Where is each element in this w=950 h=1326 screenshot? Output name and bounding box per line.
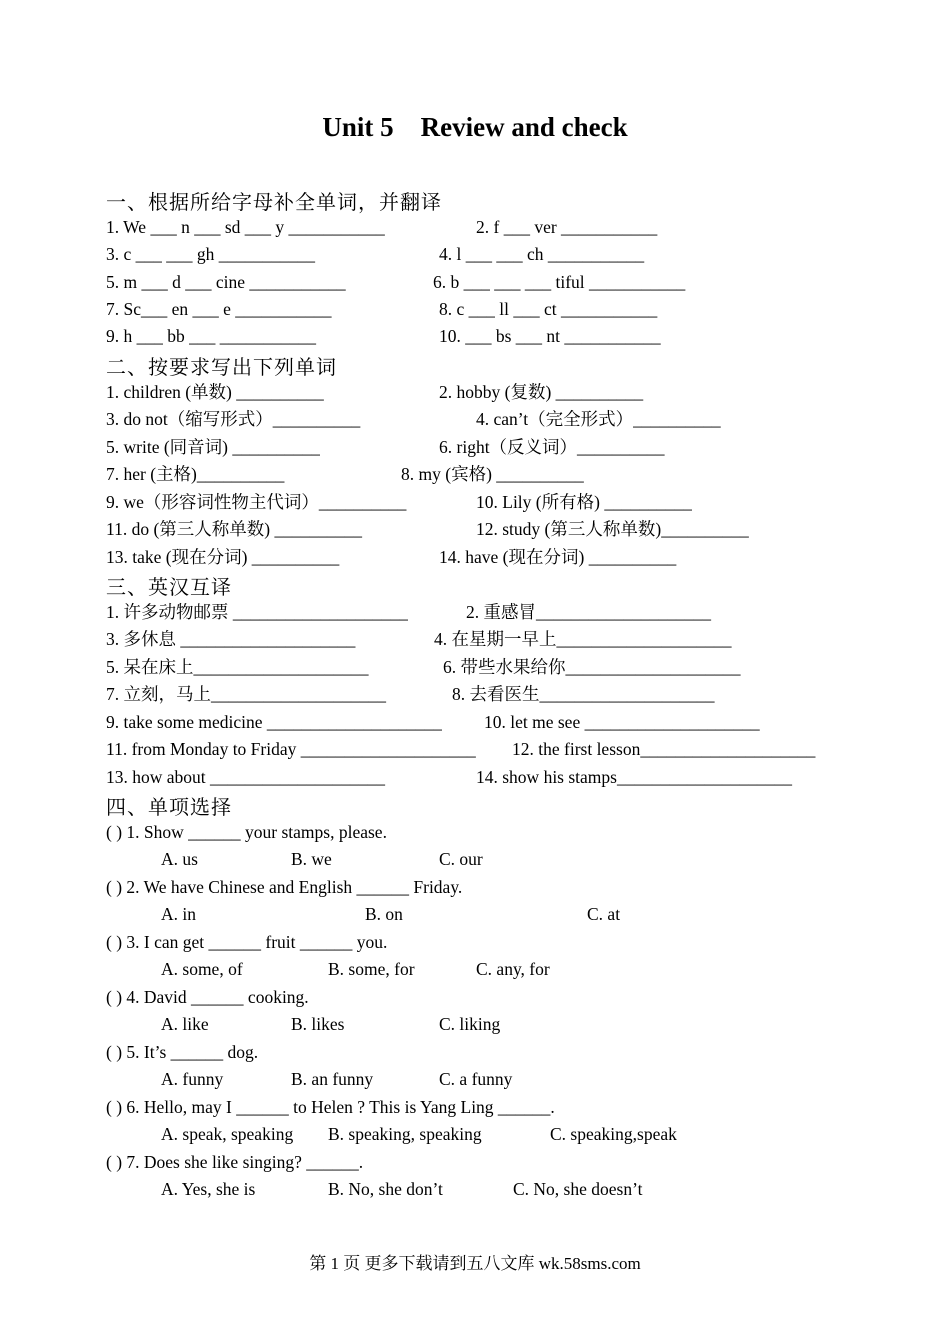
option-b: B. likes: [291, 1014, 345, 1034]
section-2-item: 2. hobby (复数) __________: [439, 382, 644, 402]
section-2-item: 9. we（形容词性物主代词）__________: [106, 492, 407, 512]
section-3-item: 9. take some medicine ____________________: [106, 712, 442, 732]
option-c: C. liking: [439, 1014, 501, 1034]
section-3-item: 4. 在星期一早上____________________: [434, 629, 732, 649]
option-a: A. some, of: [161, 959, 243, 979]
question-text: ( ) 7. Does she like singing? ______.: [106, 1152, 364, 1172]
section-3-item: 14. show his stamps____________________: [476, 767, 792, 787]
section-3-item: 5. 呆在床上____________________: [106, 657, 369, 677]
question-text: ( ) 4. David ______ cooking.: [106, 987, 309, 1007]
section-1-item: 4. l ___ ___ ch ___________: [439, 244, 645, 264]
option-a: A. funny: [161, 1069, 224, 1089]
question-text: ( ) 1. Show ______ your stamps, please.: [106, 822, 387, 842]
section-3-item: 8. 去看医生____________________: [452, 684, 715, 704]
section-1-item: 9. h ___ bb ___ ___________: [106, 326, 316, 346]
option-a: A. like: [161, 1014, 209, 1034]
option-a: A. in: [161, 904, 196, 924]
section-3-item: 10. let me see ____________________: [484, 712, 760, 732]
section-3-heading: 三、英汉互译: [106, 575, 232, 599]
option-c: C. any, for: [476, 959, 550, 979]
section-1-item: 8. c ___ ll ___ ct ___________: [439, 299, 658, 319]
question-text: ( ) 3. I can get ______ fruit ______ you.: [106, 932, 388, 952]
section-3-item: 3. 多休息 ____________________: [106, 629, 356, 649]
section-3-item: 11. from Monday to Friday ____________________: [106, 739, 476, 759]
section-1-item: 7. Sc___ en ___ e ___________: [106, 299, 332, 319]
section-2-heading: 二、按要求写出下列单词: [106, 355, 337, 379]
option-c: C. speaking,speak: [550, 1124, 677, 1144]
option-a: A. us: [161, 849, 198, 869]
section-3-item: 6. 带些水果给你____________________: [443, 657, 741, 677]
section-2-item: 11. do (第三人称单数) __________: [106, 519, 363, 539]
section-1-item: 1. We ___ n ___ sd ___ y ___________: [106, 217, 385, 237]
section-4-heading: 四、单项选择: [106, 795, 232, 819]
section-2-item: 10. Lily (所有格) __________: [476, 492, 692, 512]
option-b: B. No, she don’t: [328, 1179, 443, 1199]
section-1-item: 10. ___ bs ___ nt ___________: [439, 326, 661, 346]
section-3-item: 2. 重感冒____________________: [466, 602, 711, 622]
section-2-item: 6. right（反义词）__________: [439, 437, 665, 457]
option-a: A. speak, speaking: [161, 1124, 294, 1144]
option-b: B. on: [365, 904, 403, 924]
section-2-item: 3. do not（缩写形式）__________: [106, 409, 361, 429]
option-b: B. we: [291, 849, 332, 869]
option-c: C. No, she doesn’t: [513, 1179, 643, 1199]
section-2-item: 7. her (主格)__________: [106, 464, 285, 484]
option-b: B. some, for: [328, 959, 415, 979]
section-1-item: 6. b ___ ___ ___ tiful ___________: [433, 272, 686, 292]
section-2-item: 14. have (现在分词) __________: [439, 547, 677, 567]
section-1-item: 3. c ___ ___ gh ___________: [106, 244, 316, 264]
page-footer: 第 1 页 更多下载请到五八文库 wk.58sms.com: [309, 1254, 641, 1273]
section-1-item: 5. m ___ d ___ cine ___________: [106, 272, 346, 292]
question-text: ( ) 6. Hello, may I ______ to Helen ? This is Yang Ling ______.: [106, 1097, 555, 1117]
section-3-item: 12. the first lesson____________________: [512, 739, 816, 759]
section-3-item: 13. how about ____________________: [106, 767, 386, 787]
option-c: C. at: [587, 904, 621, 924]
question-text: ( ) 5. It’s ______ dog.: [106, 1042, 259, 1062]
option-b: B. speaking, speaking: [328, 1124, 482, 1144]
section-3-item: 1. 许多动物邮票 ____________________: [106, 602, 408, 622]
question-text: ( ) 2. We have Chinese and English ______ Friday.: [106, 877, 463, 897]
section-2-item: 5. write (同音词) __________: [106, 437, 320, 457]
option-c: C. our: [439, 849, 483, 869]
section-2-item: 8. my (宾格) __________: [401, 464, 584, 484]
section-2-item: 1. children (单数) __________: [106, 382, 324, 402]
section-2-item: 12. study (第三人称单数)__________: [476, 519, 749, 539]
section-2-item: 4. can’t（完全形式）__________: [476, 409, 721, 429]
option-a: A. Yes, she is: [161, 1179, 256, 1199]
section-2-item: 13. take (现在分词) __________: [106, 547, 340, 567]
section-3-item: 7. 立刻，马上____________________: [106, 684, 386, 704]
section-1-heading: 一、根据所给字母补全单词，并翻译: [106, 190, 442, 214]
option-b: B. an funny: [291, 1069, 374, 1089]
section-1-item: 2. f ___ ver ___________: [476, 217, 658, 237]
page-title: Unit 5 Review and check: [322, 112, 628, 142]
option-c: C. a funny: [439, 1069, 513, 1089]
